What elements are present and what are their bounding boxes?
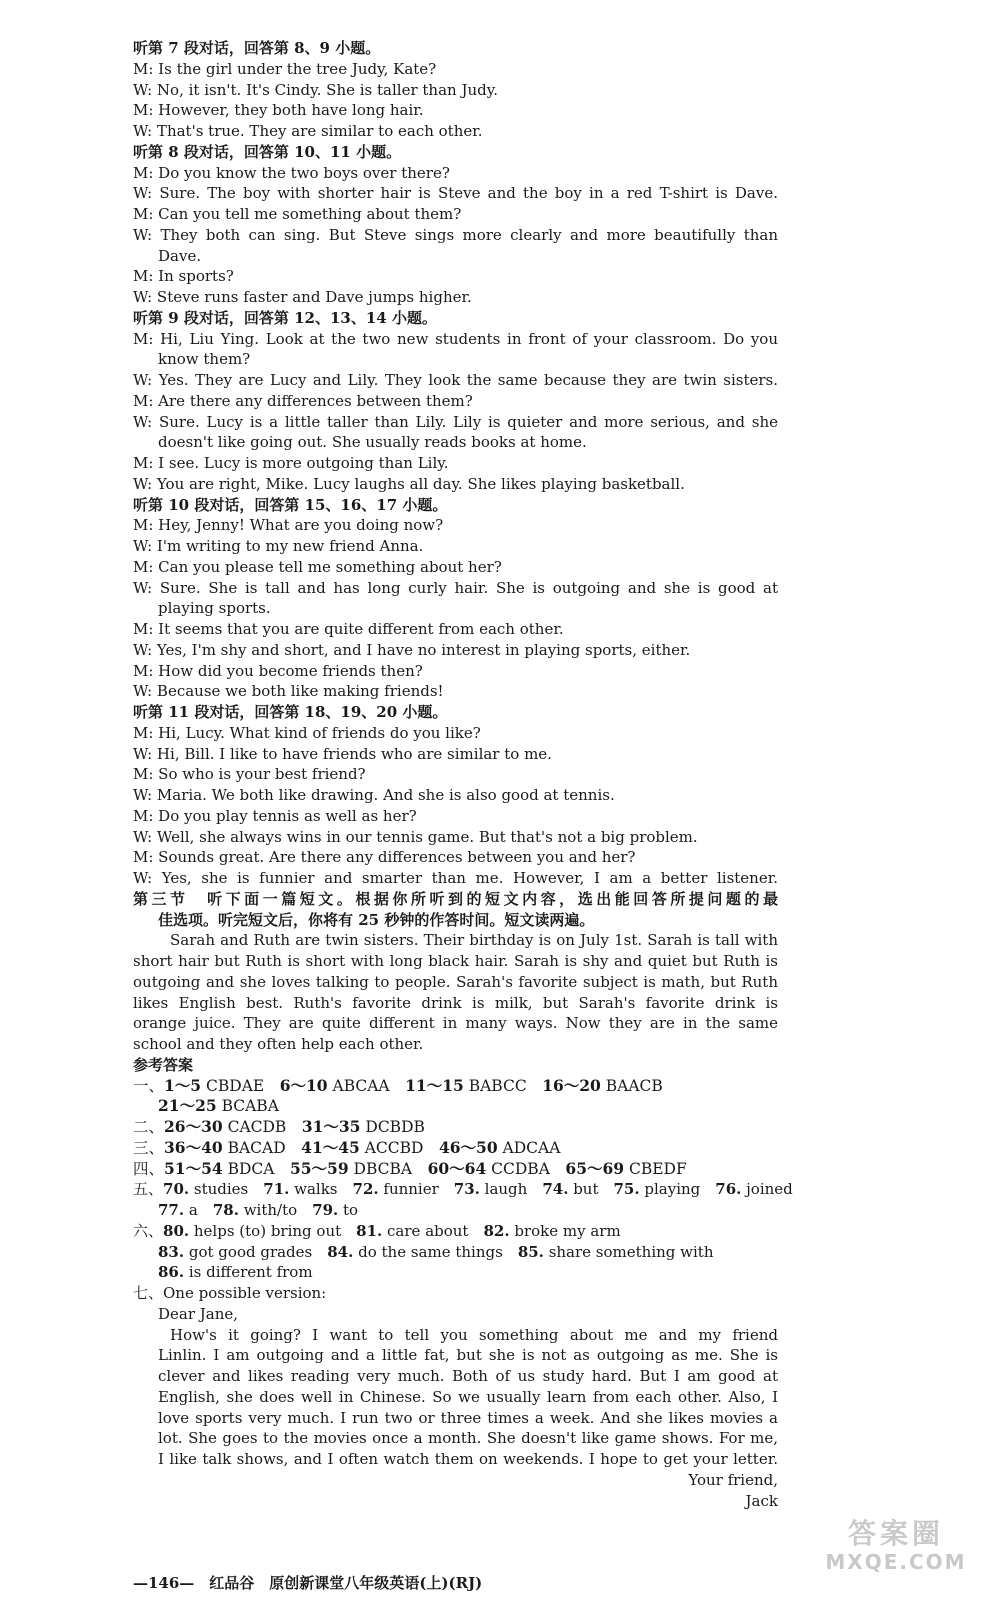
watermark-logo-text: 答案圈	[847, 1517, 944, 1550]
text-line: 佳选项。听完短文后，你将有 25 秒钟的作答时间。短文读两遍。	[158, 910, 595, 929]
text-line: Sarah and Ruth are twin sisters. Their birthday is on July 1st. Sarah is tall with	[170, 931, 778, 950]
text-line: M: Do you play tennis as well as her?	[133, 806, 417, 825]
text-line: W: No, it isn't. It's Cindy. She is taller than Judy.	[133, 80, 498, 99]
text-line: M: Can you tell me something about them?	[133, 205, 462, 223]
text-line: W: Yes. They are Lucy and Lily. They look the same because they are twin sisters.	[133, 371, 778, 389]
text-line: doesn't like going out. She usually reads books at home.	[158, 433, 587, 452]
text-line: How's it going? I want to tell you something about me and my friend	[170, 1325, 778, 1344]
text-line: W: Because we both like making friends!	[133, 682, 444, 701]
text-line: W: Hi, Bill. I like to have friends who are similar to me.	[133, 744, 552, 763]
text-line: Dave.	[158, 246, 202, 265]
text-line: 五、70. studies 71. walks 72. funnier 73. laugh 74. but 75. playing 76. joined	[133, 1180, 793, 1199]
text-line: M: I see. Lucy is more outgoing than Lily.	[133, 454, 449, 472]
text-line: M: Is the girl under the tree Judy, Kate?	[133, 59, 437, 78]
text-line: 听第 9 段对话，回答第 12、13、14 小题。	[133, 308, 437, 327]
text-line: W: Yes, she is funnier and smarter than me. However, I am a better listener.	[133, 869, 778, 887]
page-footer: —146— 红品谷 原创新课堂八年级英语(上)(RJ)	[133, 1574, 483, 1592]
text-line: M: However, they both have long hair.	[133, 101, 424, 120]
text-line: M: Do you know the two boys over there?	[133, 163, 450, 182]
text-line: M: It seems that you are quite different from each other.	[133, 620, 564, 638]
text-line: 六、80. helps (to) bring out 81. care about 82. broke my arm	[133, 1221, 621, 1240]
text-line: orange juice. They are quite different in many ways. Now they are in the same	[133, 1014, 778, 1033]
text-line: school and they often help each other.	[133, 1035, 424, 1053]
text-line: 参考答案	[133, 1055, 194, 1074]
text-line: Your friend,	[688, 1470, 778, 1489]
text-line: English, she does well in Chinese. So we usually learn from each other. Also, I	[158, 1387, 778, 1406]
text-line: 77. a 78. with/to 79. to	[158, 1201, 359, 1219]
text-line: 第三节 听下面一篇短文。根据你所听到的短文内容，选出能回答所提问题的最	[133, 889, 778, 908]
text-line: W: Well, she always wins in our tennis game. But that's not a big problem.	[133, 827, 698, 846]
text-line: M: Can you please tell me something about her?	[133, 557, 502, 576]
text-line: 二、26～30 CACDB 31～35 DCBDB	[133, 1117, 425, 1136]
text-line: 83. got good grades 84. do the same things 85. share something with	[158, 1242, 714, 1261]
text-line: W: Steve runs faster and Dave jumps higher.	[133, 288, 472, 306]
text-line: W: You are right, Mike. Lucy laughs all day. She likes playing basketball.	[133, 474, 685, 493]
watermark-logo-url: MXQE.COM	[825, 1550, 967, 1574]
text-line: likes English best. Ruth's favorite drink is milk, but Sarah's favorite drink is	[133, 993, 778, 1012]
text-line: M: Hi, Lucy. What kind of friends do you like?	[133, 723, 481, 742]
text-line: I like talk shows, and I often watch them on weekends. I hope to get your letter.	[158, 1450, 778, 1468]
text-line: W: Sure. Lucy is a little taller than Lily. Lily is quieter and more serious, and she	[133, 412, 778, 431]
text-line: M: Hi, Liu Ying. Look at the two new students in front of your classroom. Do you	[133, 329, 778, 348]
text-line: M: How did you become friends then?	[133, 661, 423, 680]
text-line: W: I'm writing to my new friend Anna.	[133, 537, 424, 555]
text-line: 86. is different from	[158, 1263, 313, 1282]
text-line: M: So who is your best friend?	[133, 765, 366, 784]
text-line: W: Yes, I'm shy and short, and I have no interest in playing sports, either.	[133, 640, 691, 659]
watermark-logo	[821, 1518, 971, 1578]
document-body	[0, 38, 995, 1511]
text-line: 三、36～40 BACAD 41～45 ACCBD 46～50 ADCAA	[133, 1137, 561, 1157]
text-line: short hair but Ruth is short with long black hair. Sarah is shy and quiet but Ruth is	[133, 952, 778, 970]
text-line: Linlin. I am outgoing and a little fat, but she is not as outgoing as me. She is	[158, 1346, 778, 1365]
text-line: 听第 11 段对话，回答第 18、19、20 小题。	[133, 703, 448, 721]
text-line: 四、51～54 BDCA 55～59 DBCBA 60～64 CCDBA 65～69 CBEDF	[133, 1158, 687, 1178]
text-line: 听第 10 段对话，回答第 15、16、17 小题。	[133, 495, 448, 514]
text-line: playing sports.	[158, 599, 271, 618]
text-line: love sports very much. I run two or three times a week. And she likes movies a	[158, 1408, 778, 1427]
text-line: know them?	[158, 350, 251, 369]
text-line: 听第 7 段对话，回答第 8、9 小题。	[133, 39, 381, 57]
text-line: Jack	[745, 1491, 778, 1510]
text-line: M: Sounds great. Are there any differences between you and her?	[133, 848, 636, 867]
text-line: lot. She goes to the movies once a month. She doesn't like game shows. For me,	[158, 1429, 778, 1448]
text-line: W: That's true. They are similar to each other.	[133, 122, 483, 140]
text-line: M: Hey, Jenny! What are you doing now?	[133, 516, 444, 535]
text-line: 听第 8 段对话，回答第 10、11 小题。	[133, 142, 402, 161]
text-line: Dear Jane,	[158, 1304, 239, 1323]
text-line: W: They both can sing. But Steve sings more clearly and more beautifully than	[133, 225, 778, 244]
text-line: outgoing and she loves talking to people. Sarah's favorite subject is math, but Ruth	[133, 972, 778, 991]
text-line: 七、One possible version:	[133, 1284, 327, 1302]
text-line: M: In sports?	[133, 267, 234, 286]
text-line: M: Are there any differences between them?	[133, 391, 473, 410]
text-line: 21～25 BCABA	[158, 1096, 279, 1116]
text-line: W: Sure. The boy with shorter hair is Steve and the boy in a red T-shirt is Dave.	[133, 184, 778, 203]
text-line: clever and likes reading very much. Both of us study hard. But I am good at	[158, 1367, 778, 1385]
text-line: W: Maria. We both like drawing. And she is also good at tennis.	[133, 786, 615, 804]
text-line: W: Sure. She is tall and has long curly hair. She is outgoing and she is good at	[133, 578, 778, 597]
text-line: 一、1～5 CBDAE 6～10 ABCAA 11～15 BABCC 16～20 BAACB	[133, 1075, 663, 1095]
